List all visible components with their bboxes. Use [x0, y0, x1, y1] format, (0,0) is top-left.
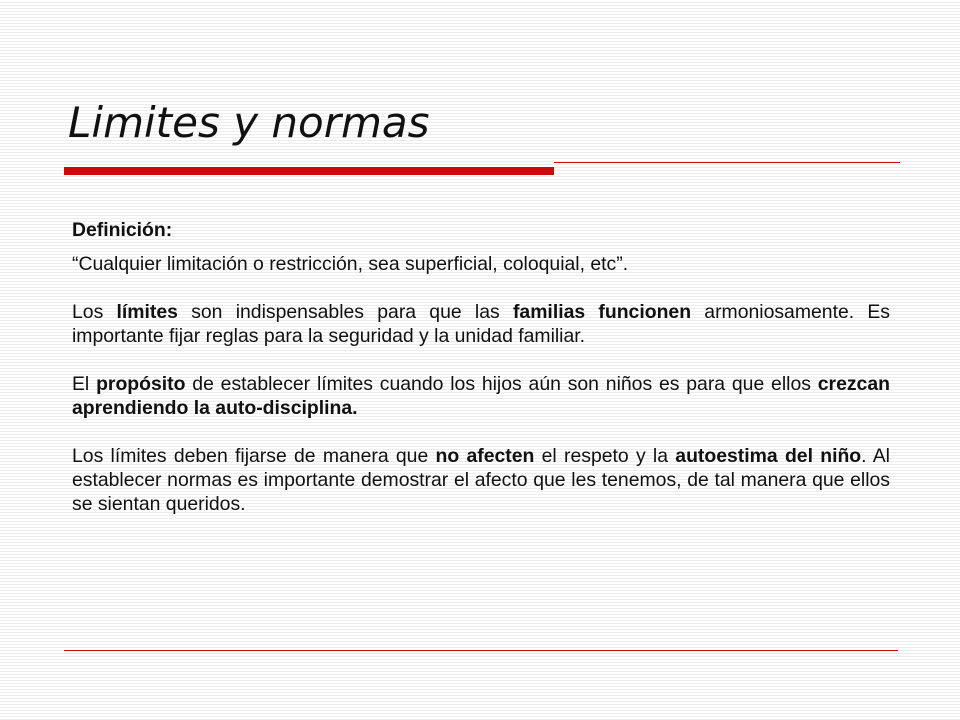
paragraph-text: armoniosamente. Es importante fijar reglas para la seguridad y la unidad familiar.	[72, 301, 891, 347]
paragraph-text: de establecer límites cuando los hijos aún son niños es para que ellos	[185, 373, 818, 395]
paragraph-text: . Al establecer normas es importante demostrar el afecto que les tenemos, de tal manera que ellos se sientan queridos.	[72, 445, 890, 515]
title-underline-thick	[64, 167, 554, 175]
footer-rule	[64, 650, 898, 651]
paragraph-purpose	[72, 372, 890, 420]
emphasis-text: familias funcionen	[512, 301, 692, 323]
slide-title: Limites y normas	[68, 98, 430, 147]
paragraph-text: son indispensables para que las	[177, 301, 513, 323]
paragraph-text: el respeto y la	[534, 445, 676, 467]
emphasis-text: límites	[116, 301, 178, 323]
paragraph-text: Los	[72, 301, 117, 323]
emphasis-text: no afecten	[435, 445, 535, 467]
paragraph-limits	[72, 300, 890, 348]
slide-body	[72, 218, 890, 540]
emphasis-text: propósito	[96, 373, 186, 395]
paragraph-text: El	[72, 373, 97, 395]
emphasis-text: crezcan aprendiendo la auto-disciplina.	[72, 373, 890, 419]
definition-label: Definición:	[72, 219, 173, 241]
definition-quote: “Cualquier limitación o restricción, sea superficial, coloquial, etc”.	[72, 253, 629, 275]
title-underline-thin	[554, 162, 900, 163]
paragraph-text: Los límites deben fijarse de manera que	[72, 445, 436, 467]
paragraph-self-esteem	[72, 444, 890, 516]
emphasis-text: autoestima del niño	[675, 445, 862, 467]
